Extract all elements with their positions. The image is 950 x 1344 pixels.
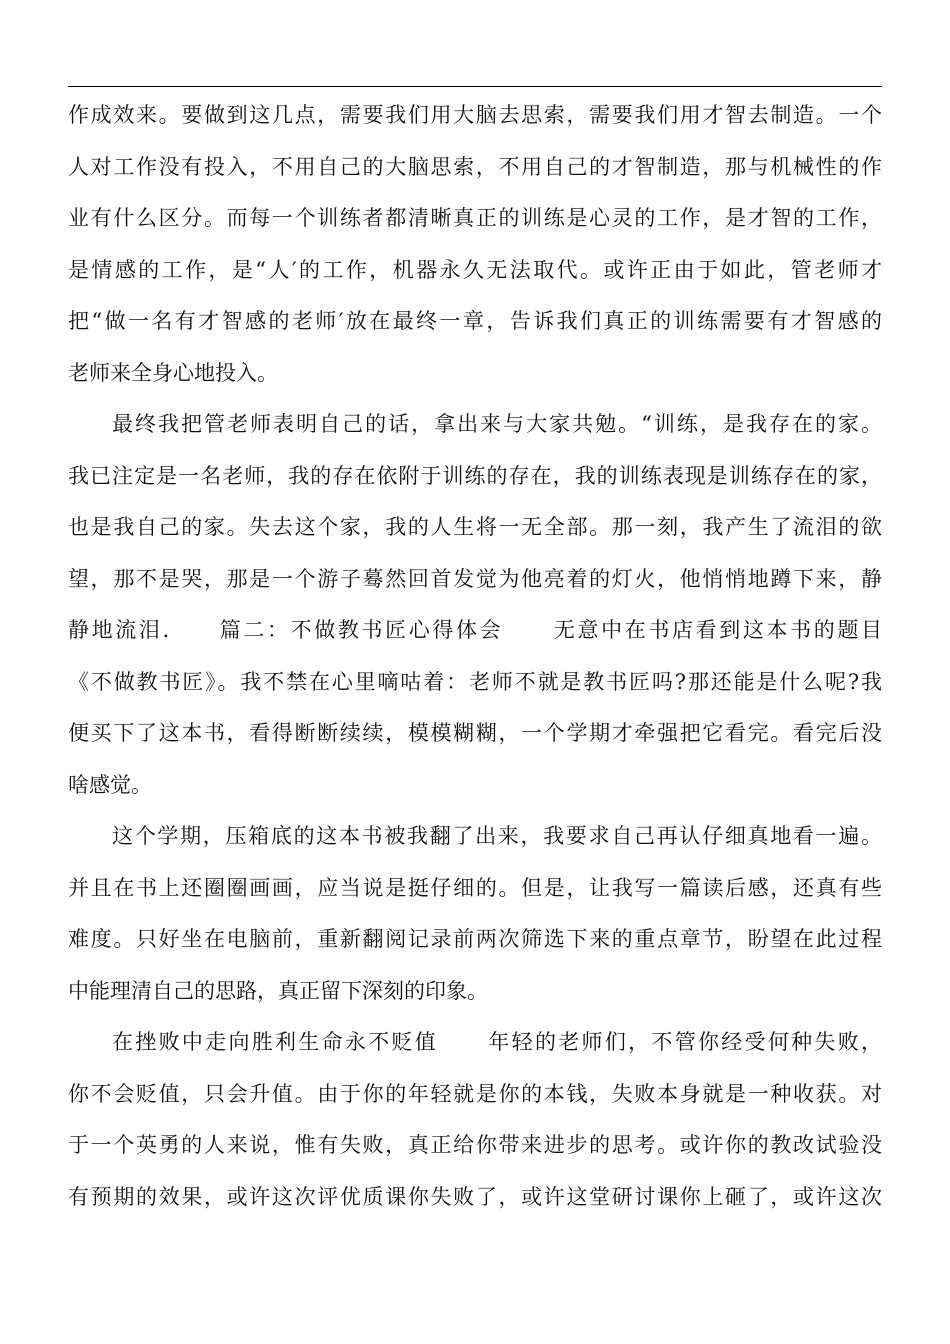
text-line: 是情感的工作，是“人′的工作，机器永久无法取代。或许正由于如此，管老师才 [68,257,882,282]
text-line: 并且在书上还圈圈画画，应当说是挺仔细的。但是，让我写一篇读后感，还真有些 [68,875,882,900]
text-line: 我已注定是一名老师，我的存在依附于训练的存在，我的训练表现是训练存在的家， [68,463,882,488]
text-line: 你不会贬值，只会升值。由于你的年轻就是你的本钱，失败本身就是一种收获。对 [68,1081,882,1106]
text-line: 于一个英勇的人来说，惟有失败，真正给你带来进步的思考。或许你的教改试验没 [68,1133,882,1157]
text-line: 人对工作没有投入，不用自己的大脑思索，不用自己的才智制造，那与机械性的作 [68,154,882,179]
text-segment: 无意中在书店看到这本书的题目 [551,618,882,642]
text-line: 中能理清自己的思路，真正留下深刻的印象。 [68,978,488,1003]
paragraph [68,1017,882,1223]
header-rule [68,86,882,87]
text-segment: 静地流泪. [68,618,170,642]
text-line: 业有什么区分。而每一个训练者都清晰真正的训练是心灵的工作，是才智的工作， [68,206,882,230]
text-line [68,605,882,657]
paragraph [68,399,882,811]
text-line: 有预期的效果，或许这次评优质课你失败了，或许这堂研讨课你上砸了，或许这次 [68,1184,882,1209]
text-segment: 篇二：不做教书匠心得体会 [217,618,504,642]
document-body [68,90,882,1223]
text-line: 《不做教书匠》。我不禁在心里嘀咕着：老师不就是教书匠吗?那还能是什么呢?我 [68,669,882,694]
text-line: 难度。只好坐在电脑前，重新翻阅记录前两次筛选下来的重点章节，盼望在此过程 [68,927,882,951]
text-line: 最终我把管老师表明自己的话，拿出来与大家共勉。“训练，是我存在的家。 [112,412,882,436]
text-line: 望，那不是哭，那是一个游子蓦然回首发觉为他亮着的灯火，他悄悄地蹲下来，静 [68,566,882,591]
text-line: 啥感觉。 [68,772,152,797]
paragraph [68,811,882,1017]
text-line: 老师来全身心地投入。 [68,360,278,385]
text-line: 作成效来。要做到这几点，需要我们用大脑去思索，需要我们用才智去制造。一个 [68,103,882,127]
text-line: 这个学期，压箱底的这本书被我翻了出来，我要求自己再认仔细真地看一遍。 [112,824,882,848]
text-line [68,1017,882,1069]
paragraph [68,90,882,399]
text-line: 也是我自己的家。失去这个家，我的人生将一无全部。那一刻，我产生了流泪的欲 [68,515,882,539]
text-segment: 年轻的老师们，不管你经受何种失败， [486,1030,882,1054]
text-segment: 在挫败中走向胜利生命永不贬值 [112,1030,439,1054]
text-line: 便买下了这本书，看得断断续续，模模糊糊，一个学期才牵强把它看完。看完后没 [68,721,882,745]
text-line: 把“做一名有才智感的老师′放在最终一章，告诉我们真正的训练需要有才智感的 [68,309,882,333]
